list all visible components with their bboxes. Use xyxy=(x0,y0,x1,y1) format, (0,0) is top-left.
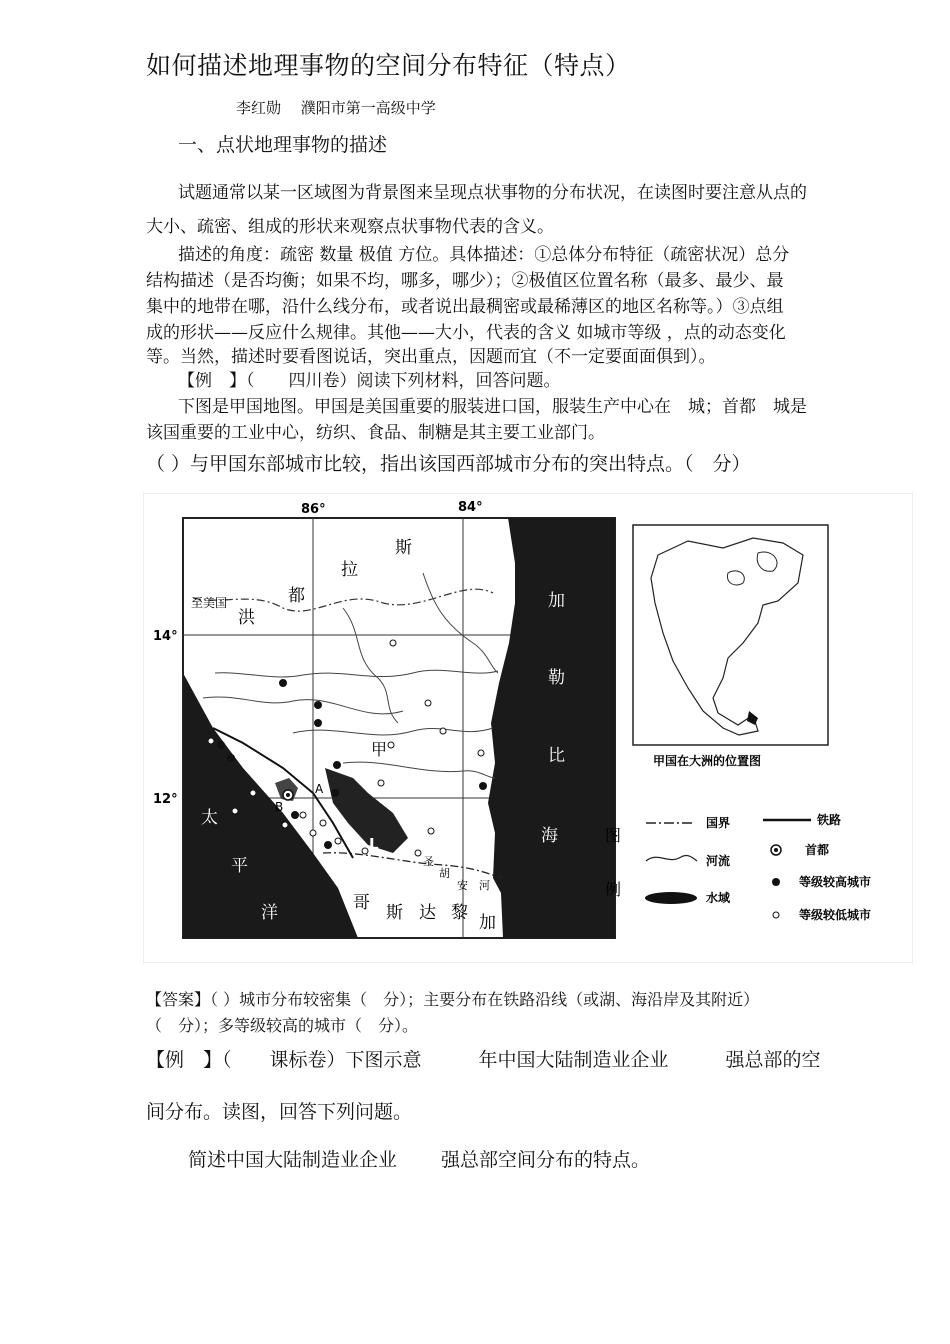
legend-label: 首都 xyxy=(805,843,830,857)
map-label: 平 xyxy=(231,856,248,876)
answer-line: （ 分）；多等级较高的城市（ 分）。 xyxy=(146,1016,419,1035)
map-label: 哥 xyxy=(353,893,370,913)
paragraph-line: 集中的地带在哪，沿什么线分布，或者说出最稠密或最稀薄区的地区名称等。）③点组 xyxy=(146,297,784,317)
legend-label: 铁路 xyxy=(817,813,842,827)
map-label: 拉 xyxy=(341,560,358,580)
legend-label: 等级较低城市 xyxy=(799,908,872,922)
map-label: 至美国 xyxy=(191,596,228,610)
question-line: （ ）与甲国东部城市比较，指出该国西部城市分布的突出特点。（ 分） xyxy=(146,453,751,475)
map-label: 海 xyxy=(541,826,558,846)
map-label: 胡 xyxy=(439,867,450,880)
map-label: 斯 xyxy=(386,903,403,923)
question-line: 简述中国大陆制造业企业 强总部空间分布的特点。 xyxy=(188,1149,651,1171)
map-label: 太 xyxy=(201,808,218,828)
author-line: 李红勋 濮阳市第一高级中学 xyxy=(236,99,436,117)
map-label: 加 xyxy=(548,591,565,611)
map-label: 洋 xyxy=(261,903,278,923)
map-label: 洪 xyxy=(238,608,255,628)
paragraph-line: 该国重要的工业中心，纺织、食品、制糖是其主要工业部门。 xyxy=(146,423,605,443)
paragraph-line: 结构描述（是否均衡；如果不均，哪多，哪少）；②极值区位置名称（最多、最少、最 xyxy=(146,271,784,291)
paragraph-line: 下图是甲国地图。甲国是美国重要的服装进口国，服装生产中心在 城；首都 城是 xyxy=(178,397,807,417)
example-heading: 【例 】（ 四川卷）阅读下列材料，回答问题。 xyxy=(178,371,561,391)
paragraph-line: 等。当然，描述时要看图说话，突出重点，因题而宜（不一定要面面俱到）。 xyxy=(146,347,716,367)
map-label: 河 xyxy=(479,879,490,892)
paragraph-line: 间分布。读图，回答下列问题。 xyxy=(146,1101,413,1123)
example-heading: 【例 】（ 课标卷）下图示意 年中国大陆制造业企业 强总部的空 xyxy=(146,1049,821,1071)
legend-title: 例 xyxy=(605,880,622,899)
inset-map xyxy=(633,525,828,768)
lake-label: L xyxy=(369,835,379,853)
legend-label: 等级较高城市 xyxy=(799,875,872,889)
longitude-label: 84° xyxy=(458,500,483,515)
latitude-label: 14° xyxy=(153,629,178,644)
paragraph-line: 大小、疏密、组成的形状来观察点状事物代表的含义。 xyxy=(146,217,554,237)
main-map xyxy=(153,500,615,938)
document-title: 如何描述地理事物的空间分布特征（特点） xyxy=(146,51,631,80)
paragraph-line: 成的形状——反应什么规律。其他——大小，代表的含义 如城市等级 ，点的动态变化 xyxy=(146,323,786,343)
water-symbol xyxy=(645,892,697,904)
answer-line: 【答案】（ ）城市分布较密集（ 分）；主要分布在铁路沿线（或湖、海沿岸及其附近） xyxy=(146,990,760,1009)
inset-caption: 甲国在大洲的位置图 xyxy=(653,754,762,768)
map-label: 比 xyxy=(548,746,565,766)
map-label: 安 xyxy=(457,879,468,892)
major-city-symbol xyxy=(772,878,780,886)
map-label: 达 xyxy=(419,903,436,923)
legend-label: 水域 xyxy=(706,891,731,905)
country-map-figure xyxy=(143,493,913,963)
map-label: 加 xyxy=(479,913,496,933)
map-label: 甲 xyxy=(371,740,388,759)
map-label: 圣 xyxy=(423,855,434,868)
legend-label: 河流 xyxy=(706,854,731,868)
legend-title: 图 xyxy=(605,826,622,845)
map-label: 黎 xyxy=(451,903,468,923)
map-label: 斯 xyxy=(395,538,412,558)
paragraph-line: 描述的角度：疏密 数量 极值 方位。具体描述：①总体分布特征（疏密状况）总分 xyxy=(178,245,790,265)
map-label: 都 xyxy=(288,586,305,606)
map-label: 勒 xyxy=(548,668,565,688)
longitude-label: 86° xyxy=(301,502,326,517)
latitude-label: 12° xyxy=(153,792,178,807)
paragraph-line: 试题通常以某一区域图为背景图来呈现点状事物的分布状况，在读图时要注意从点的 xyxy=(178,183,807,203)
minor-city-symbol xyxy=(773,912,779,918)
legend-label: 国界 xyxy=(706,816,731,830)
city-label-b: B xyxy=(275,800,284,814)
city-label-a: A xyxy=(315,782,324,796)
section-heading: 一、点状地理事物的描述 xyxy=(178,134,388,156)
